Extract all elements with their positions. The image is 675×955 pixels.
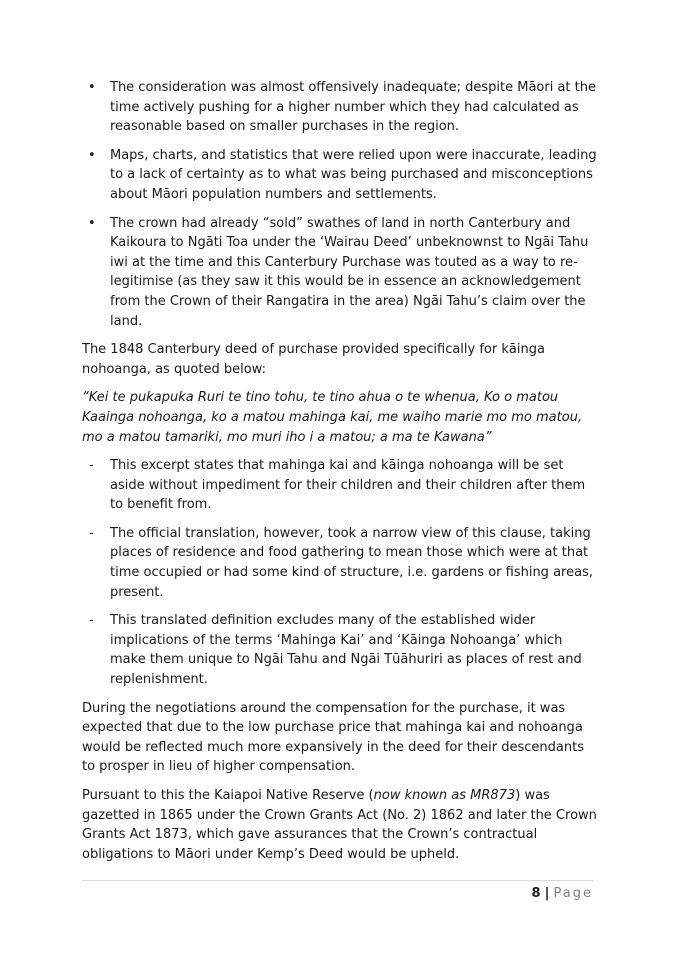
bullet-marker: • (88, 215, 96, 231)
list-item (82, 214, 597, 332)
dash-list (82, 456, 597, 690)
dash-marker: - (89, 525, 94, 541)
bullet-marker: • (88, 80, 96, 95)
page-footer (82, 880, 593, 904)
page-label: Page (553, 886, 593, 901)
dash-text: This excerpt states that mahinga kai and kāinga nohoanga will be set aside without impediment for their children and their children after them to benefit from. (110, 458, 586, 513)
pursuant-italic-text: now known as MR873 (373, 788, 516, 803)
footer-separator: | (544, 886, 550, 901)
bullet-text: Maps, charts, and statistics that were relied upon were inaccurate, leading to a lack of certainty as to what was being purchased and misconceptions about Māori population numbers and settlements. (110, 147, 597, 202)
list-item (82, 456, 597, 515)
pursuant-paragraph (82, 786, 597, 864)
dash-marker: - (89, 458, 94, 474)
bullet-text: The crown had already “sold” swathes of land in north Canterbury and Kaikoura to Ngāti Toa under the ‘Wairau Deed’ unbeknownst to Ngāi Tahu iwi at the time and this Canterbury Purchase was touted as a way to re-legitimise (as they saw it this would be in essence an acknowledgement from the Crown of their Rangatira in the area) Ngāi Tahu’s claim over the land. (110, 215, 589, 329)
dash-text: The official translation, however, took a narrow view of this clause, taking places of residence and food gathering to mean those which were at that time occupied or had some kind of structure, i.e. gardens or fishing areas, present. (110, 525, 593, 600)
list-item (82, 524, 597, 602)
bullet-text: The consideration was almost offensively inadequate; despite Māori at the time actively pushing for a higher number which they had calculated as reasonable based on smaller purchases in the region. (110, 80, 596, 135)
list-item (82, 146, 597, 205)
bullet-list (82, 78, 597, 331)
list-item (82, 611, 597, 689)
dash-marker: - (89, 613, 94, 629)
list-item (82, 78, 597, 137)
bullet-marker: • (88, 147, 96, 163)
page-number: 8 (531, 886, 541, 901)
deed-quote: “Kei te pukapuka Ruri te tino tohu, te tino ahua o te whenua, Ko o matou Kaainga nohoanga, ko a matou mahinga kai, me waiho marie mo mo matou, mo a matou tamariki, mo muri iho i a matou; a ma te Kawana” (82, 390, 583, 445)
intro-paragraph: The 1848 Canterbury deed of purchase provided specifically for kāinga nohoanga, as quoted below: (82, 342, 545, 377)
pursuant-text-after: ) was gazetted in 1865 under the Crown Grants Act (No. 2) 1862 and later the Crown Grants Act 1873, which gave assurances that the Crown’s contractual obligations to Māori under Kemp’s Deed would be upheld. (82, 788, 597, 862)
dash-text: This translated definition excludes many of the established wider implications of the terms ‘Mahinga Kai’ and ‘Kāinga Nohoanga’ which make them unique to Ngāi Tahu and Ngāi Tūāhuriri as places of rest and replenishment. (110, 613, 582, 688)
negotiations-paragraph: During the negotiations around the compensation for the purchase, it was expected that due to the low purchase price that mahinga kai and nohoanga would be reflected much more expansively in the deed for their descendants to prosper in lieu of higher compensation. (82, 700, 584, 775)
pursuant-text-before: Pursuant to this the Kaiapoi Native Reserve ( (82, 788, 374, 803)
